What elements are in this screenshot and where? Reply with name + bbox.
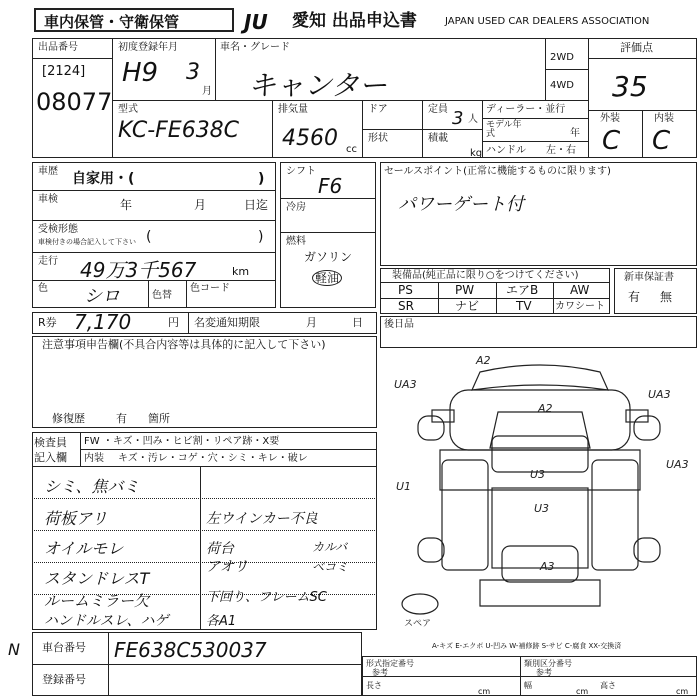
- selling-point-value: パワーゲート付: [398, 194, 524, 215]
- recycle-value: 7,170: [74, 310, 132, 334]
- height-unit: cm: [676, 687, 689, 696]
- exterior-value: C: [602, 126, 621, 156]
- score-value: 35: [612, 70, 648, 103]
- equip-tv: TV: [516, 299, 532, 313]
- model-value: KC-FE638C: [118, 118, 240, 143]
- mileage-value: 49万3千567: [80, 258, 197, 282]
- chassis-label: 車台番号: [42, 641, 86, 654]
- class-no-label: 類別区分番号: [524, 659, 572, 668]
- model-year-unit: 年: [570, 128, 580, 139]
- inspector-right-4: 下回り、フレームSC: [206, 590, 327, 605]
- lot-sub: [2124]: [42, 64, 86, 79]
- car-name-value: キャンター: [248, 69, 387, 102]
- color-label: 色: [38, 283, 48, 294]
- recv-open: (: [146, 229, 152, 245]
- color-code-label: 色コード: [190, 283, 230, 294]
- equip-sr: SR: [398, 299, 414, 313]
- equip-ps: PS: [398, 283, 413, 297]
- history-label: 車歴: [38, 166, 58, 177]
- shape-label: 形状: [368, 133, 388, 144]
- damage-legend: A-キズ E-エクボ U-凹み W-補修跡 S-サビ C-腐食 XX-交換済: [432, 642, 622, 650]
- equip-navi: ナビ: [455, 299, 480, 313]
- lot-no: 08077: [36, 88, 113, 116]
- exterior-label: 外装: [600, 113, 620, 124]
- repair-value: 有: [116, 412, 127, 425]
- notice-day: 日: [352, 316, 363, 329]
- score-label: 評価点: [620, 41, 653, 54]
- notice-label: 名変通知期限: [194, 316, 260, 329]
- recv-note: 車検付きの場合記入して下さい: [38, 238, 136, 246]
- first-reg-year: H9: [122, 58, 159, 88]
- mileage-unit: km: [232, 265, 250, 278]
- month-unit: 月: [202, 86, 212, 97]
- n-mark: N: [8, 640, 20, 659]
- first-reg-month: 3: [186, 60, 200, 85]
- diagram-mark-top: A2: [476, 354, 491, 367]
- load-label: 積載: [428, 133, 448, 144]
- storage-stamp: [34, 8, 234, 32]
- inspection-month: 月: [194, 198, 207, 212]
- fuel-label: 燃料: [286, 236, 306, 247]
- inspector-note-2: 荷板アリ: [44, 509, 108, 528]
- inspection-day: 日迄: [244, 198, 269, 212]
- inspector-row-1: FW ・キズ・凹み・ヒビ割・リペア跡・X要: [84, 436, 280, 447]
- ref-label-1: 参考: [372, 668, 388, 677]
- inspector-right-3: アオリ: [206, 559, 248, 575]
- notes-label: 注意事項申告欄(不具合内容等は具体的に記入して下さい): [42, 338, 326, 351]
- equipment-label: 装備品(純正品に限り○をつけてください): [392, 270, 579, 281]
- lot-no-label: 出品番号: [38, 42, 78, 53]
- after-item-block: [380, 316, 697, 348]
- recycle-label: R券: [38, 316, 57, 329]
- car-diagram: [380, 350, 698, 640]
- warranty-yes: 有: [628, 290, 641, 304]
- inspector-note-3: オイルモレ: [44, 539, 124, 558]
- inspector-row-2-label: 内装: [84, 453, 104, 464]
- diagram-mark-bed: U3: [534, 502, 550, 515]
- inspector-right-1: 左ウインカー不良: [206, 511, 318, 527]
- selling-point-label: セールスポイント(正常に機能するものに限ります): [384, 166, 611, 177]
- inspector-row-2: キズ・汚レ・コゲ・穴・シミ・キレ・破レ: [118, 453, 308, 464]
- equip-pw: PW: [455, 283, 475, 297]
- model-year-label: モデル年式: [486, 120, 522, 139]
- history-block: [32, 162, 276, 308]
- equip-airbag: エアB: [506, 283, 539, 297]
- fuel-diesel: 軽油: [312, 270, 342, 286]
- diagram-mark-rear: A3: [540, 560, 555, 573]
- dealer-label: ディーラー・並行: [486, 104, 566, 115]
- diagram-spare: スペア: [404, 619, 432, 629]
- shift-value: F6: [318, 174, 343, 198]
- equip-leather: カワシート: [555, 301, 605, 312]
- inspection-label: 車検: [38, 194, 58, 205]
- form-title: 愛知 出品申込書: [292, 11, 417, 31]
- diagram-mark-center: U3: [530, 468, 546, 481]
- length-label: 長さ: [366, 681, 382, 690]
- registration-label: 登録番号: [42, 673, 86, 686]
- displacement-unit: cc: [346, 144, 357, 155]
- car-name-label: 車名・グレード: [220, 42, 290, 53]
- org-name: JAPAN USED CAR DEALERS ASSOCIATION: [445, 16, 650, 27]
- diagram-mark-hood: A2: [538, 402, 553, 415]
- color-change-label: 色替: [152, 290, 172, 301]
- inspector-right-2: 荷台: [206, 541, 234, 557]
- inspector-label-1: 検査員: [34, 436, 67, 449]
- diagram-mark-right-side: UA3: [666, 458, 689, 471]
- door-label: ドア: [368, 104, 388, 115]
- color-value: シロ: [84, 286, 120, 307]
- interior-label: 内装: [654, 113, 674, 124]
- height-label: 高さ: [600, 681, 616, 690]
- recv-close: ): [258, 229, 264, 245]
- capacity-unit: 人: [468, 114, 478, 125]
- after-item-label: 後日品: [384, 319, 414, 330]
- inspector-note-6: ハンドルスレ、ハゲ: [44, 613, 169, 629]
- drive-4wd: 4WD: [550, 80, 574, 91]
- repair-label: 修復歴: [52, 412, 85, 425]
- fuel-gas: ガソリン: [304, 250, 353, 264]
- inspector-note-5: ルームミラー欠: [44, 592, 150, 610]
- warranty-no: 無: [660, 290, 673, 304]
- capacity-label: 定員: [428, 104, 448, 115]
- diagram-mark-left-side: U1: [396, 480, 412, 493]
- mileage-label: 走行: [38, 256, 58, 267]
- ju-logo-letters: JU: [244, 10, 268, 34]
- drive-2wd: 2WD: [550, 52, 574, 63]
- handle-label: ハンドル: [486, 145, 526, 156]
- width-label: 幅: [524, 681, 532, 690]
- history-value: 自家用・(: [72, 171, 135, 187]
- displacement-label: 排気量: [278, 104, 308, 115]
- form-no-label: 形式指定番号: [366, 659, 414, 668]
- inspector-note-4: スタンドレスT: [44, 569, 150, 588]
- ac-label: 冷房: [286, 202, 306, 213]
- shift-label: シフト: [286, 166, 316, 177]
- recycle-unit: 円: [168, 316, 179, 329]
- capacity-value: 3: [452, 108, 464, 129]
- inspector-right-5: 各A1: [206, 614, 237, 629]
- equip-aw: AW: [570, 283, 590, 297]
- ju-logo: [244, 10, 294, 34]
- chassis-value: FE638C530037: [114, 638, 267, 662]
- inspector-label-2: 記入欄: [34, 451, 67, 464]
- warranty-label: 新車保証書: [624, 272, 674, 283]
- history-close: ): [258, 171, 265, 187]
- storage-stamp-text: 車内保管・守衛保管: [44, 13, 180, 31]
- load-unit: kg: [470, 148, 483, 159]
- repair-place: 箇所: [148, 412, 170, 425]
- inspector-right-6: カルバ: [312, 540, 348, 554]
- recv-label: 受検形態: [38, 224, 78, 235]
- handle-lr: 左・右: [546, 145, 576, 156]
- length-unit: cm: [478, 687, 491, 696]
- inspector-note-1: シミ、焦バミ: [44, 477, 140, 496]
- inspection-year: 年: [120, 198, 133, 212]
- ref-label-2: 参考: [536, 668, 552, 677]
- inspector-right-7: ベコミ: [312, 560, 349, 574]
- model-label: 型式: [118, 104, 138, 115]
- interior-value: C: [652, 126, 671, 156]
- displacement-value: 4560: [282, 126, 338, 151]
- diagram-mark-left-front: UA3: [394, 378, 417, 391]
- notice-month: 月: [306, 316, 317, 329]
- width-unit: cm: [576, 687, 589, 696]
- diagram-mark-right-front: UA3: [648, 388, 671, 401]
- first-reg-label: 初度登録年月: [118, 42, 178, 53]
